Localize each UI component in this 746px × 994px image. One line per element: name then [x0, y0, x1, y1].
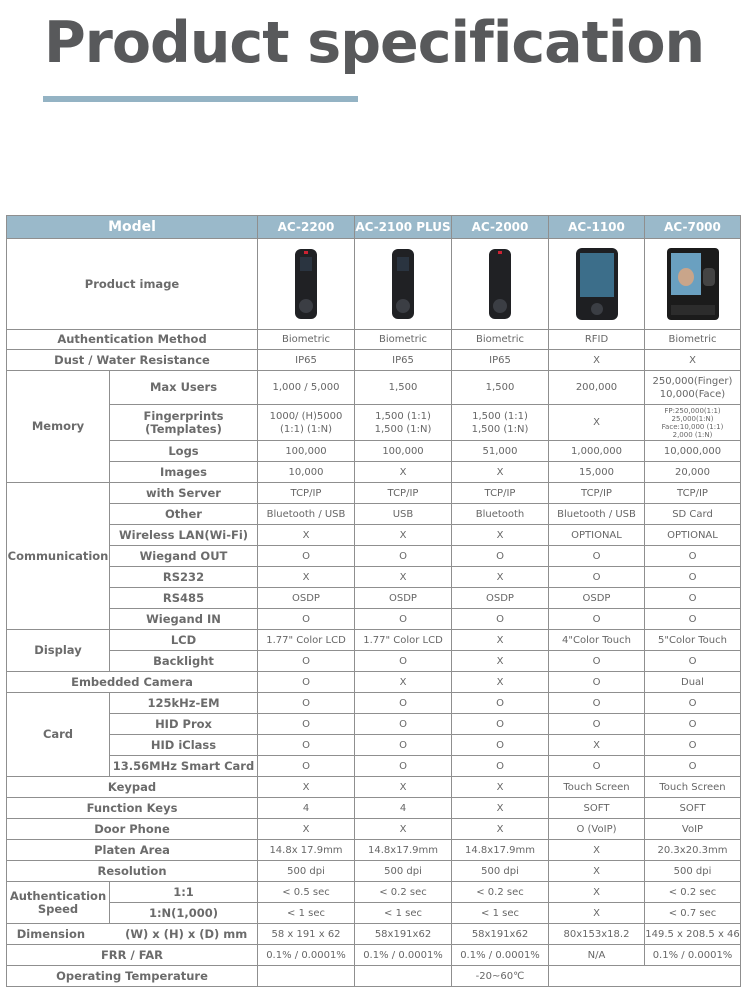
spec-row-wiegand-out	[7, 546, 741, 567]
spec-row-em125	[7, 693, 741, 714]
table-cell: 1.77" Color LCD	[355, 630, 452, 651]
table-cell: O	[549, 609, 645, 630]
table-cell: 5"Color Touch	[645, 630, 741, 651]
device-image	[489, 249, 511, 319]
device-image	[667, 248, 719, 320]
table-cell: X	[258, 777, 355, 798]
table-cell: X	[549, 861, 645, 882]
model-header: Model	[7, 216, 258, 239]
table-cell: 0.1% / 0.0001%	[258, 945, 355, 966]
table-cell: O	[549, 714, 645, 735]
table-cell: X	[452, 567, 549, 588]
table-cell: X	[452, 672, 549, 693]
spec-row-hid-prox	[7, 714, 741, 735]
table-cell	[549, 966, 741, 987]
table-cell: X	[452, 819, 549, 840]
spec-table	[6, 215, 741, 987]
table-cell: IP65	[355, 350, 452, 371]
table-cell: -20~60℃	[452, 966, 549, 987]
table-cell: Touch Screen	[645, 777, 741, 798]
table-cell: X	[452, 462, 549, 483]
spec-row-fingerprints	[7, 405, 741, 441]
table-cell: 0.1% / 0.0001%	[645, 945, 741, 966]
table-cell: IP65	[452, 350, 549, 371]
table-cell: O	[645, 693, 741, 714]
device-image	[392, 249, 414, 319]
product-image-ac-1100	[549, 239, 645, 330]
row-label: Keypad	[7, 777, 258, 798]
spec-row-max-users	[7, 371, 741, 405]
spec-row-auth-method	[7, 330, 741, 350]
title-underline	[43, 96, 358, 102]
table-cell: 1,000,000	[549, 441, 645, 462]
table-cell: 14.8x17.9mm	[355, 840, 452, 861]
spec-row-other	[7, 504, 741, 525]
group-label-display: Display	[7, 630, 110, 672]
table-cell: SOFT	[549, 798, 645, 819]
spec-row-logs	[7, 441, 741, 462]
table-cell: O	[258, 735, 355, 756]
table-cell: < 1 sec	[452, 903, 549, 924]
table-cell: < 0.2 sec	[645, 882, 741, 903]
table-cell: Touch Screen	[549, 777, 645, 798]
table-cell: O	[355, 756, 452, 777]
table-cell: Biometric	[258, 330, 355, 350]
table-cell: FP:250,000(1:1) 25,000(1:N) Face:10,000 (1:1) 2,000 (1:N)	[645, 405, 741, 441]
table-cell: 1,500	[355, 371, 452, 405]
table-cell: TCP/IP	[645, 483, 741, 504]
table-cell: X	[452, 525, 549, 546]
product-image-ac-2200	[258, 239, 355, 330]
table-cell: IP65	[258, 350, 355, 371]
table-cell: 4"Color Touch	[549, 630, 645, 651]
table-cell: O	[645, 588, 741, 609]
table-cell: 14.8x 17.9mm	[258, 840, 355, 861]
table-cell: 1.77" Color LCD	[258, 630, 355, 651]
table-cell: 100,000	[258, 441, 355, 462]
row-label: Backlight	[110, 651, 258, 672]
table-cell: O	[355, 609, 452, 630]
table-cell: O	[452, 735, 549, 756]
table-cell: O	[258, 609, 355, 630]
table-cell: < 0.2 sec	[355, 882, 452, 903]
device-image	[295, 249, 317, 319]
table-cell: O	[355, 651, 452, 672]
table-cell: O	[258, 672, 355, 693]
table-cell: O	[549, 672, 645, 693]
table-cell: O	[645, 756, 741, 777]
row-label: Door Phone	[7, 819, 258, 840]
row-label	[7, 924, 258, 945]
table-cell: 15,000	[549, 462, 645, 483]
spec-row-resolution	[7, 861, 741, 882]
table-cell: 1,500 (1:1) 1,500 (1:N)	[452, 405, 549, 441]
device-image	[576, 248, 618, 320]
table-cell: 100,000	[355, 441, 452, 462]
table-cell: 1,500 (1:1) 1,500 (1:N)	[355, 405, 452, 441]
table-cell: X	[355, 672, 452, 693]
spec-row-frr-far	[7, 945, 741, 966]
spec-row-speed-11	[7, 882, 741, 903]
model-ac-2100-plus: AC-2100 PLUS	[355, 216, 452, 239]
product-image-ac-2100-plus	[355, 239, 452, 330]
table-cell: OSDP	[452, 588, 549, 609]
table-cell: Biometric	[355, 330, 452, 350]
spec-row-with-server	[7, 483, 741, 504]
page-title: Product specification	[44, 10, 705, 76]
spec-row-function-keys	[7, 798, 741, 819]
row-label: Platen Area	[7, 840, 258, 861]
table-cell: 10,000	[258, 462, 355, 483]
table-cell: 58x191x62	[355, 924, 452, 945]
table-cell: 20.3x20.3mm	[645, 840, 741, 861]
table-cell: < 0.5 sec	[258, 882, 355, 903]
table-cell: O	[452, 546, 549, 567]
row-label: RS485	[110, 588, 258, 609]
table-cell: 80x153x18.2	[549, 924, 645, 945]
row-label: Resolution	[7, 861, 258, 882]
spec-row-speed-1n	[7, 903, 741, 924]
table-cell: O	[645, 567, 741, 588]
table-cell: X	[645, 350, 741, 371]
table-cell: O	[258, 714, 355, 735]
table-cell: X	[452, 630, 549, 651]
table-cell: 0.1% / 0.0001%	[452, 945, 549, 966]
table-cell: Biometric	[645, 330, 741, 350]
row-label: HID Prox	[110, 714, 258, 735]
table-cell: X	[549, 350, 645, 371]
table-cell: O	[452, 756, 549, 777]
table-cell: X	[355, 777, 452, 798]
table-cell: X	[549, 882, 645, 903]
row-label: FRR / FAR	[7, 945, 258, 966]
table-cell: O	[645, 735, 741, 756]
table-cell: O	[452, 609, 549, 630]
table-cell: 58x191x62	[452, 924, 549, 945]
table-cell: Dual	[645, 672, 741, 693]
table-cell: 1000/ (H)5000 (1:1) (1:N)	[258, 405, 355, 441]
table-cell: O	[355, 693, 452, 714]
table-cell: X	[549, 405, 645, 441]
row-label-text: Dimension	[16, 926, 86, 941]
table-cell	[355, 966, 452, 987]
product-image-ac-2000	[452, 239, 549, 330]
spec-row-dust-water	[7, 350, 741, 371]
table-cell: SOFT	[645, 798, 741, 819]
model-ac-2000: AC-2000	[452, 216, 549, 239]
table-cell: 58 x 191 x 62	[258, 924, 355, 945]
table-cell: 500 dpi	[645, 861, 741, 882]
row-label: 13.56MHz Smart Card	[110, 756, 258, 777]
row-label: Dust / Water Resistance	[7, 350, 258, 371]
table-cell: O	[549, 546, 645, 567]
table-cell: USB	[355, 504, 452, 525]
table-cell: X	[452, 651, 549, 672]
row-label: with Server	[110, 483, 258, 504]
row-label: Other	[110, 504, 258, 525]
table-cell: 10,000,000	[645, 441, 741, 462]
table-cell: O	[258, 693, 355, 714]
row-label: Embedded Camera	[7, 672, 258, 693]
spec-row-dimension	[7, 924, 741, 945]
row-label: RS232	[110, 567, 258, 588]
product-image-row	[7, 239, 741, 330]
table-cell: Bluetooth	[452, 504, 549, 525]
row-label: Authentication Method	[7, 330, 258, 350]
table-cell: X	[258, 525, 355, 546]
row-label: Max Users	[110, 371, 258, 405]
table-cell: < 1 sec	[355, 903, 452, 924]
table-cell: 500 dpi	[258, 861, 355, 882]
row-label: 1:N(1,000)	[110, 903, 258, 924]
table-cell: < 0.2 sec	[452, 882, 549, 903]
table-cell: TCP/IP	[549, 483, 645, 504]
spec-row-platen	[7, 840, 741, 861]
row-label: HID iClass	[110, 735, 258, 756]
table-cell: OPTIONAL	[645, 525, 741, 546]
table-cell: O	[645, 609, 741, 630]
spec-row-images	[7, 462, 741, 483]
table-cell: 500 dpi	[452, 861, 549, 882]
spec-row-temperature	[7, 966, 741, 987]
row-label: Wiegand OUT	[110, 546, 258, 567]
table-cell: O	[355, 735, 452, 756]
table-cell: O (VoIP)	[549, 819, 645, 840]
spec-row-rs485	[7, 588, 741, 609]
table-cell: X	[355, 567, 452, 588]
spec-row-keypad	[7, 777, 741, 798]
table-cell: X	[549, 903, 645, 924]
spec-row-wiegand-in	[7, 609, 741, 630]
table-cell: O	[645, 714, 741, 735]
table-cell: X	[549, 840, 645, 861]
table-cell: X	[258, 567, 355, 588]
row-label: Operating Temperature	[7, 966, 258, 987]
table-cell: 4	[355, 798, 452, 819]
row-label: 125kHz-EM	[110, 693, 258, 714]
table-cell: O	[258, 651, 355, 672]
row-sublabel: (W) x (H) x (D) mm	[125, 926, 248, 941]
group-label-card: Card	[7, 693, 110, 777]
table-cell: O	[549, 693, 645, 714]
row-label: Product image	[7, 239, 258, 330]
table-cell: X	[355, 462, 452, 483]
row-label: Logs	[110, 441, 258, 462]
table-cell: < 0.7 sec	[645, 903, 741, 924]
table-cell: Bluetooth / USB	[258, 504, 355, 525]
spec-row-backlight	[7, 651, 741, 672]
table-cell: O	[452, 714, 549, 735]
table-cell: 0.1% / 0.0001%	[355, 945, 452, 966]
table-cell: 250,000(Finger) 10,000(Face)	[645, 371, 741, 405]
table-cell: X	[549, 735, 645, 756]
spec-row-door-phone	[7, 819, 741, 840]
group-label-auth-speed: Authentication Speed	[7, 882, 110, 924]
table-cell: SD Card	[645, 504, 741, 525]
table-cell: 51,000	[452, 441, 549, 462]
table-cell: RFID	[549, 330, 645, 350]
group-label-memory: Memory	[7, 371, 110, 483]
spec-row-rs232	[7, 567, 741, 588]
row-label: 1:1	[110, 882, 258, 903]
row-label: Images	[110, 462, 258, 483]
table-cell: 14.8x17.9mm	[452, 840, 549, 861]
table-cell: X	[452, 798, 549, 819]
group-label-communication: Communication	[7, 483, 110, 630]
model-ac-2200: AC-2200	[258, 216, 355, 239]
table-cell: OSDP	[258, 588, 355, 609]
table-cell: OSDP	[549, 588, 645, 609]
table-cell: TCP/IP	[258, 483, 355, 504]
table-cell: OPTIONAL	[549, 525, 645, 546]
product-image-ac-7000	[645, 239, 741, 330]
table-cell: O	[645, 651, 741, 672]
row-label: Function Keys	[7, 798, 258, 819]
spec-row-hid-iclass	[7, 735, 741, 756]
row-label: Fingerprints (Templates)	[110, 405, 258, 441]
spec-row-wireless-lan	[7, 525, 741, 546]
model-ac-1100: AC-1100	[549, 216, 645, 239]
table-cell: O	[549, 651, 645, 672]
table-cell: X	[452, 777, 549, 798]
table-cell: 4	[258, 798, 355, 819]
spec-row-smart-card	[7, 756, 741, 777]
table-cell: X	[355, 525, 452, 546]
table-cell: OSDP	[355, 588, 452, 609]
table-cell: O	[355, 714, 452, 735]
table-cell: Bluetooth / USB	[549, 504, 645, 525]
row-label: Wiegand IN	[110, 609, 258, 630]
spec-row-camera	[7, 672, 741, 693]
table-cell: 1,000 / 5,000	[258, 371, 355, 405]
row-label: LCD	[110, 630, 258, 651]
table-cell: O	[258, 756, 355, 777]
table-cell: 20,000	[645, 462, 741, 483]
model-ac-7000: AC-7000	[645, 216, 741, 239]
table-cell: VoIP	[645, 819, 741, 840]
table-cell: X	[258, 819, 355, 840]
table-cell: 200,000	[549, 371, 645, 405]
spec-row-lcd	[7, 630, 741, 651]
table-cell: Biometric	[452, 330, 549, 350]
table-cell: 500 dpi	[355, 861, 452, 882]
table-cell: O	[549, 567, 645, 588]
table-cell: O	[258, 546, 355, 567]
table-cell: TCP/IP	[355, 483, 452, 504]
table-cell: 1,500	[452, 371, 549, 405]
table-cell: N/A	[549, 945, 645, 966]
table-cell: < 1 sec	[258, 903, 355, 924]
table-cell: O	[355, 546, 452, 567]
table-cell: O	[452, 693, 549, 714]
table-cell: O	[645, 546, 741, 567]
table-cell: X	[355, 819, 452, 840]
table-header-row	[7, 216, 741, 239]
table-cell: O	[549, 756, 645, 777]
table-cell: 149.5 x 208.5 x 46	[645, 924, 741, 945]
table-cell: TCP/IP	[452, 483, 549, 504]
table-cell	[258, 966, 355, 987]
row-label: Wireless LAN(Wi-Fi)	[110, 525, 258, 546]
